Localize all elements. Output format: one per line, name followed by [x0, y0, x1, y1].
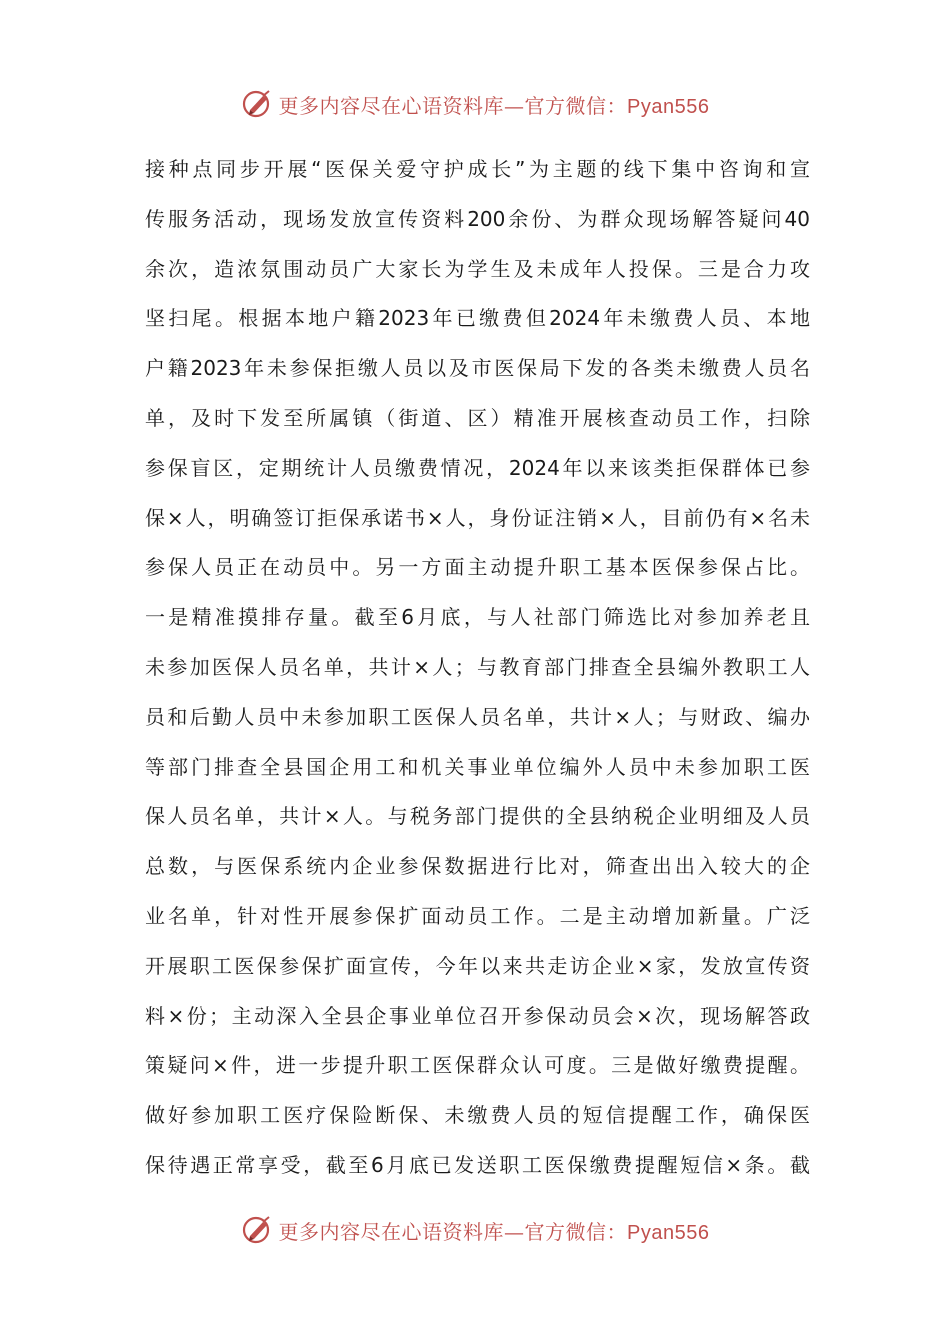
banner-account: Pyan556 [627, 1221, 710, 1244]
text-line-6: 单，及时下发至所属镇（街道、区）精准开展核查动员工作，扫除 [145, 405, 810, 430]
text-line-5: 户籍2023年未参保拒缴人员以及市医保局下发的各类未缴费人员名 [145, 356, 810, 381]
text-line-16: 业名单，针对性开展参保扩面动员工作。二是主动增加新量。广泛 [145, 903, 810, 928]
pen-logo-icon [241, 1213, 275, 1247]
text-line-17: 开展职工医保参保扩面宣传，今年以来共走访企业×家，发放宣传资 [145, 953, 810, 978]
text-line-10: 一是精准摸排存量。截至6月底，与人社部门筛选比对参加养老且 [145, 605, 810, 630]
text-line-18: 料×份；主动深入全县企事业单位召开参保动员会×次，现场解答政 [145, 1003, 810, 1028]
text-line-7: 参保盲区，定期统计人员缴费情况，2024年以来该类拒保群体已参 [145, 455, 810, 480]
text-line-14: 保人员名单，共计×人。与税务部门提供的全县纳税企业明细及人员 [145, 804, 810, 829]
banner-account: Pyan556 [627, 95, 710, 118]
text-line-21: 保待遇正常享受，截至6月底已发送职工医保缴费提醒短信×条。截 [145, 1152, 810, 1177]
text-line-2: 传服务活动，现场发放宣传资料200余份、为群众现场解答疑问40 [145, 206, 810, 231]
text-line-13: 等部门排查全县国企用工和机关事业单位编外人员中未参加职工医 [145, 754, 810, 779]
text-line-12: 员和后勤人员中未参加职工医保人员名单，共计×人；与财政、编办 [145, 704, 810, 729]
text-line-15: 总数，与医保系统内企业参保数据进行比对，筛查出出入较大的企 [145, 854, 810, 879]
header-watermark-banner [0, 84, 950, 124]
banner-slogan: 更多内容尽在心语资料库—官方微信： [278, 93, 628, 118]
text-line-9: 参保人员正在动员中。另一方面主动提升职工基本医保参保占比。 [145, 555, 810, 580]
text-line-3: 余次，造浓氛围动员广大家长为学生及未成年人投保。三是合力攻 [145, 256, 810, 281]
text-line-1: 接种点同步开展“医保关爱守护成长”为主题的线下集中咨询和宣 [145, 157, 810, 181]
text-line-20: 做好参加职工医疗保险断保、未缴费人员的短信提醒工作，确保医 [145, 1103, 810, 1128]
banner-slogan: 更多内容尽在心语资料库—官方微信： [278, 1219, 628, 1244]
banner-text [279, 90, 710, 119]
text-line-19: 策疑问×件，进一步提升职工医保群众认可度。三是做好缴费提醒。 [145, 1053, 810, 1078]
banner-text [279, 1216, 710, 1245]
text-line-11: 未参加医保人员名单，共计×人；与教育部门排查全县编外教职工人 [145, 654, 810, 679]
pen-logo-icon [241, 87, 275, 121]
document-body [145, 145, 810, 1191]
footer-watermark-banner [0, 1210, 950, 1250]
text-line-8: 保×人，明确签订拒保承诺书×人，身份证注销×人，目前仍有×名未 [145, 505, 810, 530]
text-line-4: 坚扫尾。根据本地户籍2023年已缴费但2024年未缴费人员、本地 [145, 306, 810, 331]
